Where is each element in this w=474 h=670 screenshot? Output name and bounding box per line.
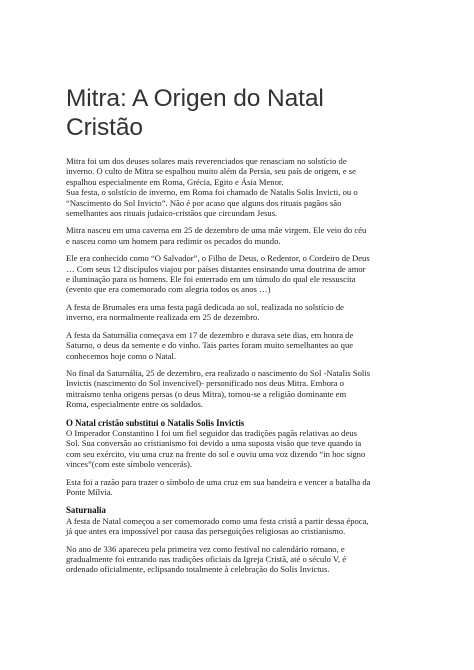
text-line: espalhou especialmente em Roma, Grécia, Egito e Ásia Menor.	[66, 176, 284, 187]
text-line: No final da Saturnália, 25 de dezembro, era realizado o nascimento do Sol -Natalis Solis	[66, 367, 371, 378]
paragraph-saturnalia-feast	[66, 330, 416, 361]
text-line: O Imperador Constantino I foi um fiel seguidor das tradições pagãs relativas ao deus	[66, 427, 357, 438]
text-line: A festa de Natal começou a ser comemorado como uma festa cristã a partir dessa época,	[66, 515, 369, 526]
text-line: (evento que era comemorado com alegria todos os anos …)	[66, 284, 271, 295]
paragraph-milvian-bridge	[66, 477, 416, 498]
paragraph-natalis-solis	[66, 368, 416, 410]
text-line: gradualmente foi entrando nas tradições oficiais da Igreja Cristã, até o século V, é	[66, 554, 347, 564]
document-page	[66, 84, 416, 575]
text-line: Saturno, o deus da semente e do vinho. Tais partes foram muito semelhantes ao que	[66, 340, 354, 351]
paragraph-constantine	[66, 428, 416, 470]
paragraph-savior	[66, 253, 416, 295]
paragraph-mitra-intro	[66, 156, 416, 218]
text-line: A festa da Saturnália começava em 17 de dezembro e durava sete dias, em honra de	[66, 329, 354, 340]
text-line: e iluminação para os homens. Ele foi enterrado em um túmulo do qual ele ressuscita	[66, 274, 356, 285]
text-line: “Nascimento do Sol Invicto”. Não é por acaso que alguns dos rituais pagãos são	[66, 197, 342, 208]
text-line: mitraísmo tenha origens persas (o deus Mitra), tornou-se a religião dominante em	[66, 388, 347, 399]
text-line: Mitra nasceu em uma caverna em 25 de dezembro de uma mãe virgem. Ele veio do céu	[66, 225, 367, 236]
text-line: Roma, especialmente entre os soldados.	[66, 399, 203, 410]
text-line: já que antes era impossível por causa das perseguições religiosas ao cristianismo.	[66, 526, 346, 537]
text-line: e nasceu como um homem para redimir os pecados do mundo.	[66, 235, 281, 246]
title-line: Mitra: A Origen do Natal	[66, 85, 324, 112]
paragraph-brumales	[66, 302, 416, 323]
text-line: A festa de Brumales era uma festa pagã dedicada ao sol, realizada no solstício de	[66, 301, 344, 312]
text-line: Sol. Sua conversão ao cristianismo foi devido a uma suposta visão que teve quando ia	[66, 438, 362, 449]
text-line: vinces”(com este símbolo vencerás).	[66, 459, 192, 470]
text-line: Ponte Mílvia.	[66, 486, 113, 497]
text-line: inverno. O culto de Mitra se espalhou muito além da Persia, seu país de origem, e se	[66, 166, 356, 177]
paragraph-birth	[66, 225, 416, 246]
text-line: Invictis (nascimento do Sol invencível)- personificado nos deus Mitra. Embora o	[66, 378, 345, 389]
text-line: Sua festa, o solstício de inverno, em Roma foi chamado de Natalis Solis Invicti, ou o	[66, 187, 358, 198]
paragraph-year-336	[66, 544, 416, 575]
section-heading: O Natal cristão substitui o Natalis Solis Invictis	[66, 417, 245, 428]
text-line: conhecemos hoje como o Natal.	[66, 350, 177, 361]
text-line: Ele era conhecido como “O Salvador”, o Filho de Deus, o Redentor, o Cordeiro de Deus	[66, 253, 370, 264]
text-line: inverno, era normalmente realizada em 25 de dezembro.	[66, 312, 260, 323]
text-line: … Com seus 12 discípulos viajou por países distantes ensinando uma doutrina de amor	[66, 263, 366, 274]
text-line: No ano de 336 apareceu pela primeira vez como festival no calendário romano, e	[66, 543, 345, 554]
paragraph-christmas-feast	[66, 516, 416, 537]
text-line: Mitra foi um dos deuses solares mais reverenciados que renasciam no solstício de	[66, 156, 347, 166]
text-line: com seu exército, viu uma cruz na frente do sol e ouviu uma voz dizendo “in hoc signo	[66, 448, 366, 459]
section-heading: Saturnalia	[66, 505, 106, 516]
document-title	[66, 84, 416, 142]
text-line: ordenado oficialmente, eclipsando totalmente à celebração do Solis Invictus.	[66, 564, 330, 575]
title-line: Cristão	[66, 114, 143, 141]
text-line: semelhantes aos rituais judaico-cristãos que circundam Jesus.	[66, 208, 278, 219]
text-line: Esta foi a razão para trazer o símbolo de uma cruz em sua bandeira e vencer a batalha da	[66, 476, 371, 487]
